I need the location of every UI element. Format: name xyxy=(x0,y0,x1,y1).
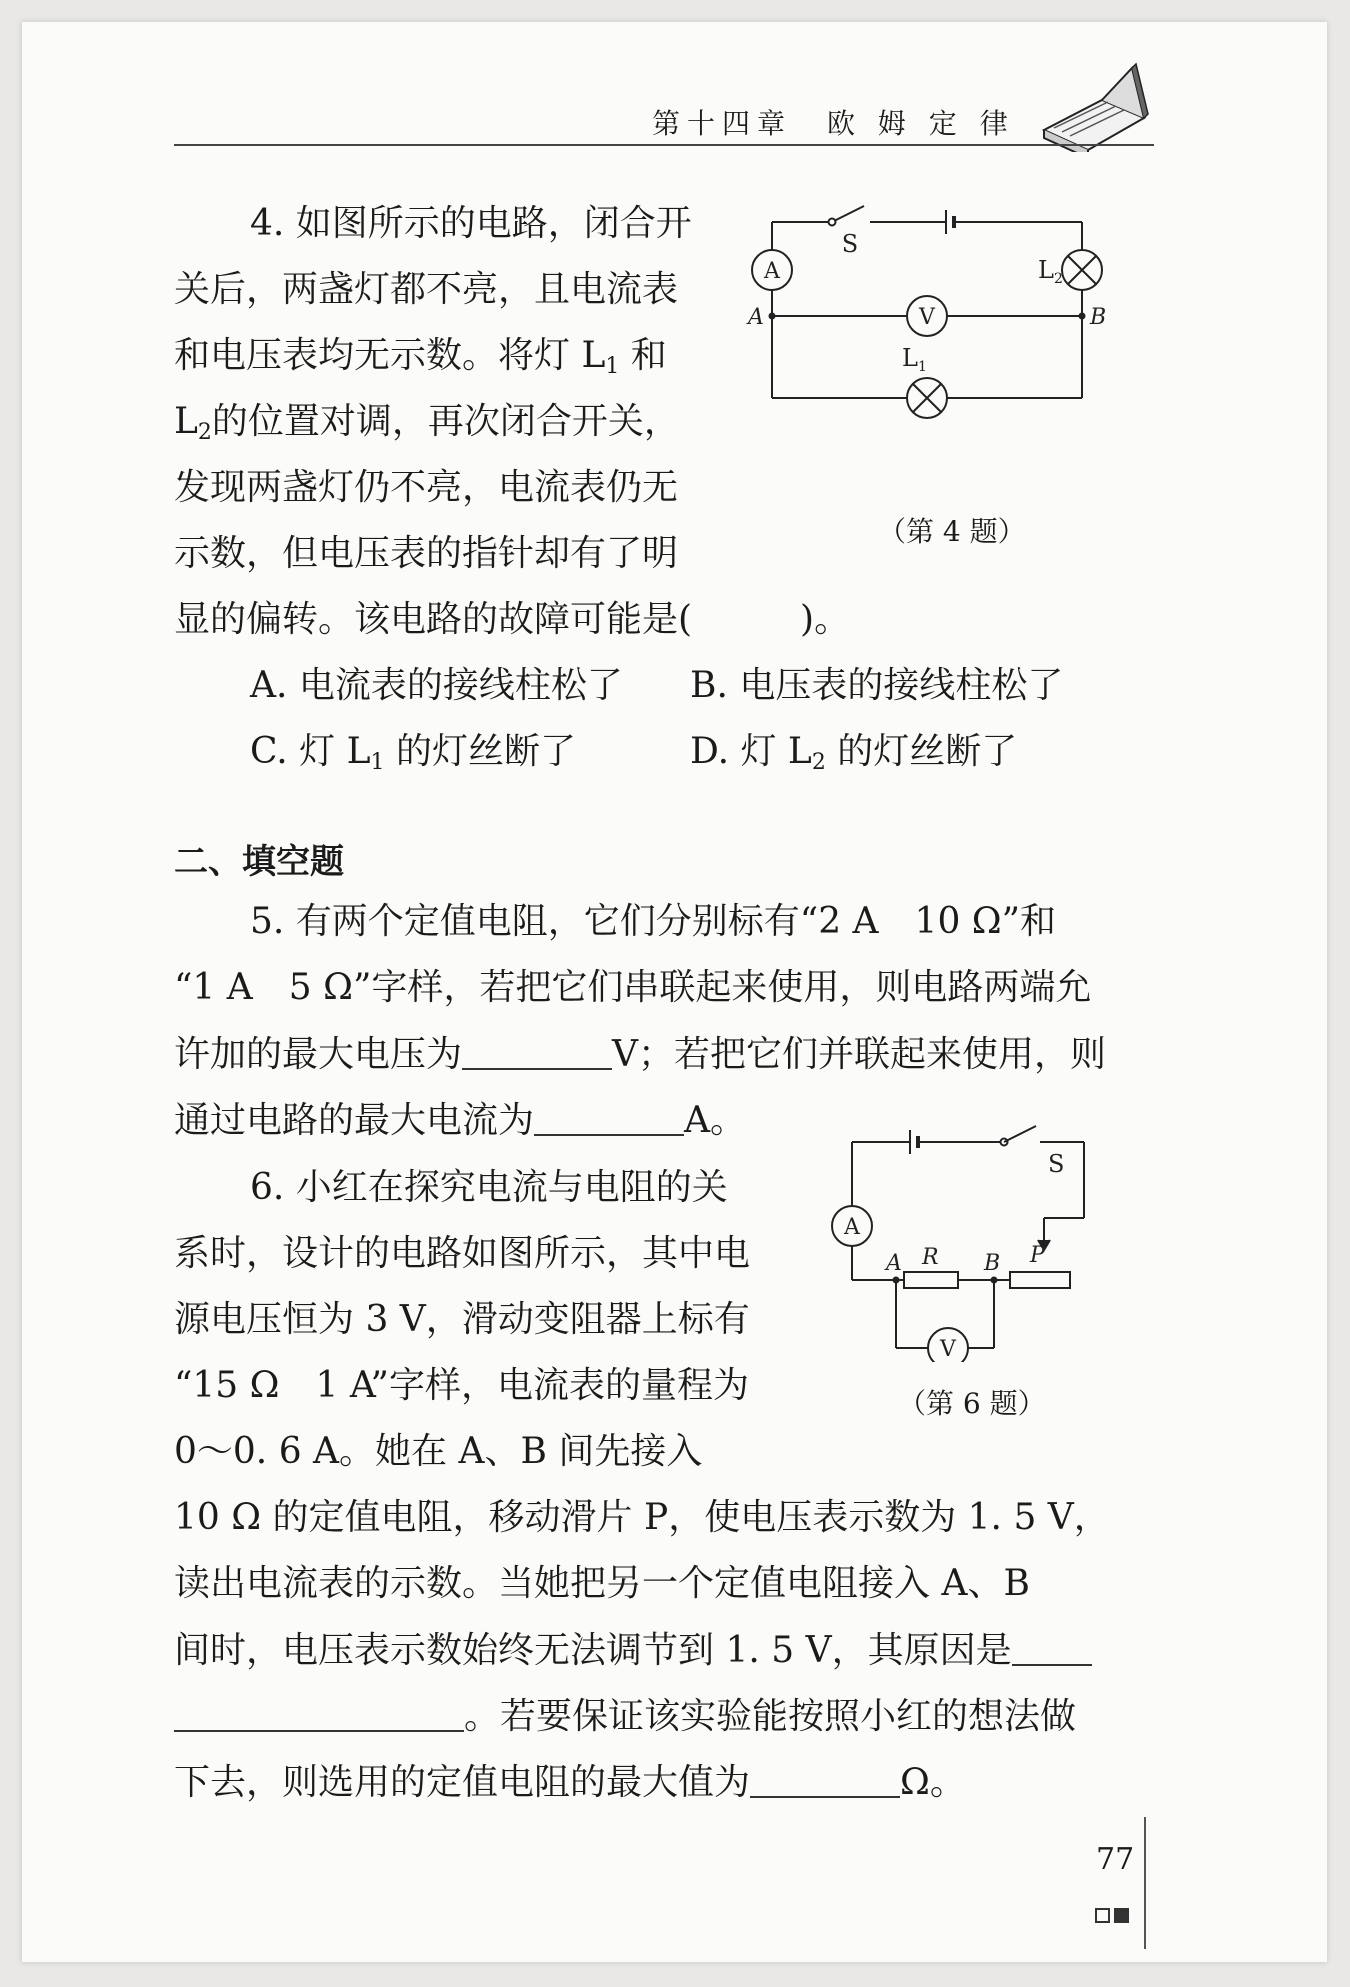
page-number: 77 xyxy=(1096,1842,1135,1877)
q4-circuit-diagram xyxy=(732,202,1152,442)
q6-line: 间时，电压表示数始终无法调节到 1. 5 V，其原因是 xyxy=(174,1628,1092,1673)
q6-line: “15 Ω 1 A”字样，电流表的量程为 xyxy=(174,1365,749,1406)
answer-blank[interactable] xyxy=(174,1694,464,1732)
ammeter-label: A xyxy=(764,259,780,284)
q6-line: 6. 小红在探究电流与电阻的关 xyxy=(250,1167,728,1208)
q6-line: 下去，则选用的定值电阻的最大值为 Ω。 xyxy=(174,1762,966,1803)
ammeter-label: A xyxy=(844,1215,860,1240)
header-rule xyxy=(174,144,1154,146)
lamp2-label: $L_2$ xyxy=(1038,256,1063,287)
resistor-label: R xyxy=(922,1245,939,1270)
node-a-label: A xyxy=(748,305,764,330)
q5-line: “1 A 5 Ω”字样，若把它们串联起来使用，则电路两端允 xyxy=(174,967,1092,1008)
q4-option-a: A. 电流表的接线柱松了 xyxy=(250,665,623,706)
q6-line: 。若要保证该实验能按照小红的想法做 xyxy=(174,1694,1076,1739)
answer-blank[interactable] xyxy=(1012,1628,1092,1666)
node-b-label: B xyxy=(1090,305,1107,330)
node-a-dot xyxy=(893,1277,900,1284)
q5-line: 通过电路的最大电流为 A。 xyxy=(174,1100,747,1141)
q4-line: 示数，但电压表的指针却有了明 xyxy=(174,533,679,574)
q6-line: 10 Ω 的定值电阻，移动滑片 P，使电压表示数为 1. 5 V， xyxy=(174,1497,1110,1538)
q4-line: 4. 如图所示的电路，闭合开 xyxy=(250,203,692,244)
q6-line: 0～0. 6 A。她在 A、B 间先接入 xyxy=(174,1431,703,1472)
square-outline-icon xyxy=(1095,1908,1110,1923)
node-a-dot xyxy=(769,313,776,320)
q4-option-d: D. 灯 $L_2$ 的灯丝断了 xyxy=(690,731,1018,775)
q6-line: 读出电流表的示数。当她把另一个定值电阻接入 A、B xyxy=(174,1563,1030,1604)
voltmeter-label: V xyxy=(940,1337,956,1362)
lamp1-label: $L_1$ xyxy=(902,344,927,375)
node-b-dot xyxy=(991,1277,998,1284)
q6-line: 源电压恒为 3 V，滑动变阻器上标有 xyxy=(174,1299,750,1340)
answer-blank[interactable] xyxy=(534,1098,684,1136)
switch-label: S xyxy=(1048,1150,1065,1178)
voltmeter-label: V xyxy=(919,305,935,330)
q4-line: 发现两盏灯仍不亮，电流表仍无 xyxy=(174,467,679,508)
page xyxy=(22,22,1327,1962)
chapter-title: 第十四章 欧 姆 定 律 xyxy=(652,107,1015,140)
node-a-label: A xyxy=(886,1251,902,1276)
q4-line: 关后，两盏灯都不亮，且电流表 xyxy=(174,269,679,310)
answer-blank[interactable] xyxy=(750,1760,900,1798)
q4-line: 和电压表均无示数。将灯 $L_1$ 和 xyxy=(174,335,667,379)
q4-line: $L_2$的位置对调，再次闭合开关， xyxy=(174,401,680,445)
node-b-dot xyxy=(1079,313,1086,320)
book-icon xyxy=(1032,60,1152,152)
q4-option-c: C. 灯 $L_1$ 的灯丝断了 xyxy=(250,731,576,775)
slider-label: P xyxy=(1030,1243,1045,1268)
q4-caption: （第 4 题） xyxy=(878,515,1026,548)
q5-line: 许加的最大电压为 V；若把它们并联起来使用，则 xyxy=(174,1034,1107,1075)
q4-line: 显的偏转。该电路的故障可能是( )。 xyxy=(174,599,851,640)
section-heading: 二、填空题 xyxy=(174,842,344,882)
switch-label: S xyxy=(841,230,859,258)
node-b-label: B xyxy=(984,1251,1001,1276)
answer-blank[interactable] xyxy=(462,1032,612,1070)
q5-line: 5. 有两个定值电阻，它们分别标有“2 A 10 Ω”和 xyxy=(250,901,1057,942)
q4-option-b: B. 电压表的接线柱松了 xyxy=(690,665,1064,706)
square-filled-icon xyxy=(1114,1908,1129,1923)
q6-circuit-diagram xyxy=(822,1122,1142,1362)
q6-line: 系时，设计的电路如图所示，其中电 xyxy=(174,1233,751,1274)
q6-caption: （第 6 题） xyxy=(898,1387,1046,1420)
page-number-rule xyxy=(1144,1817,1146,1949)
